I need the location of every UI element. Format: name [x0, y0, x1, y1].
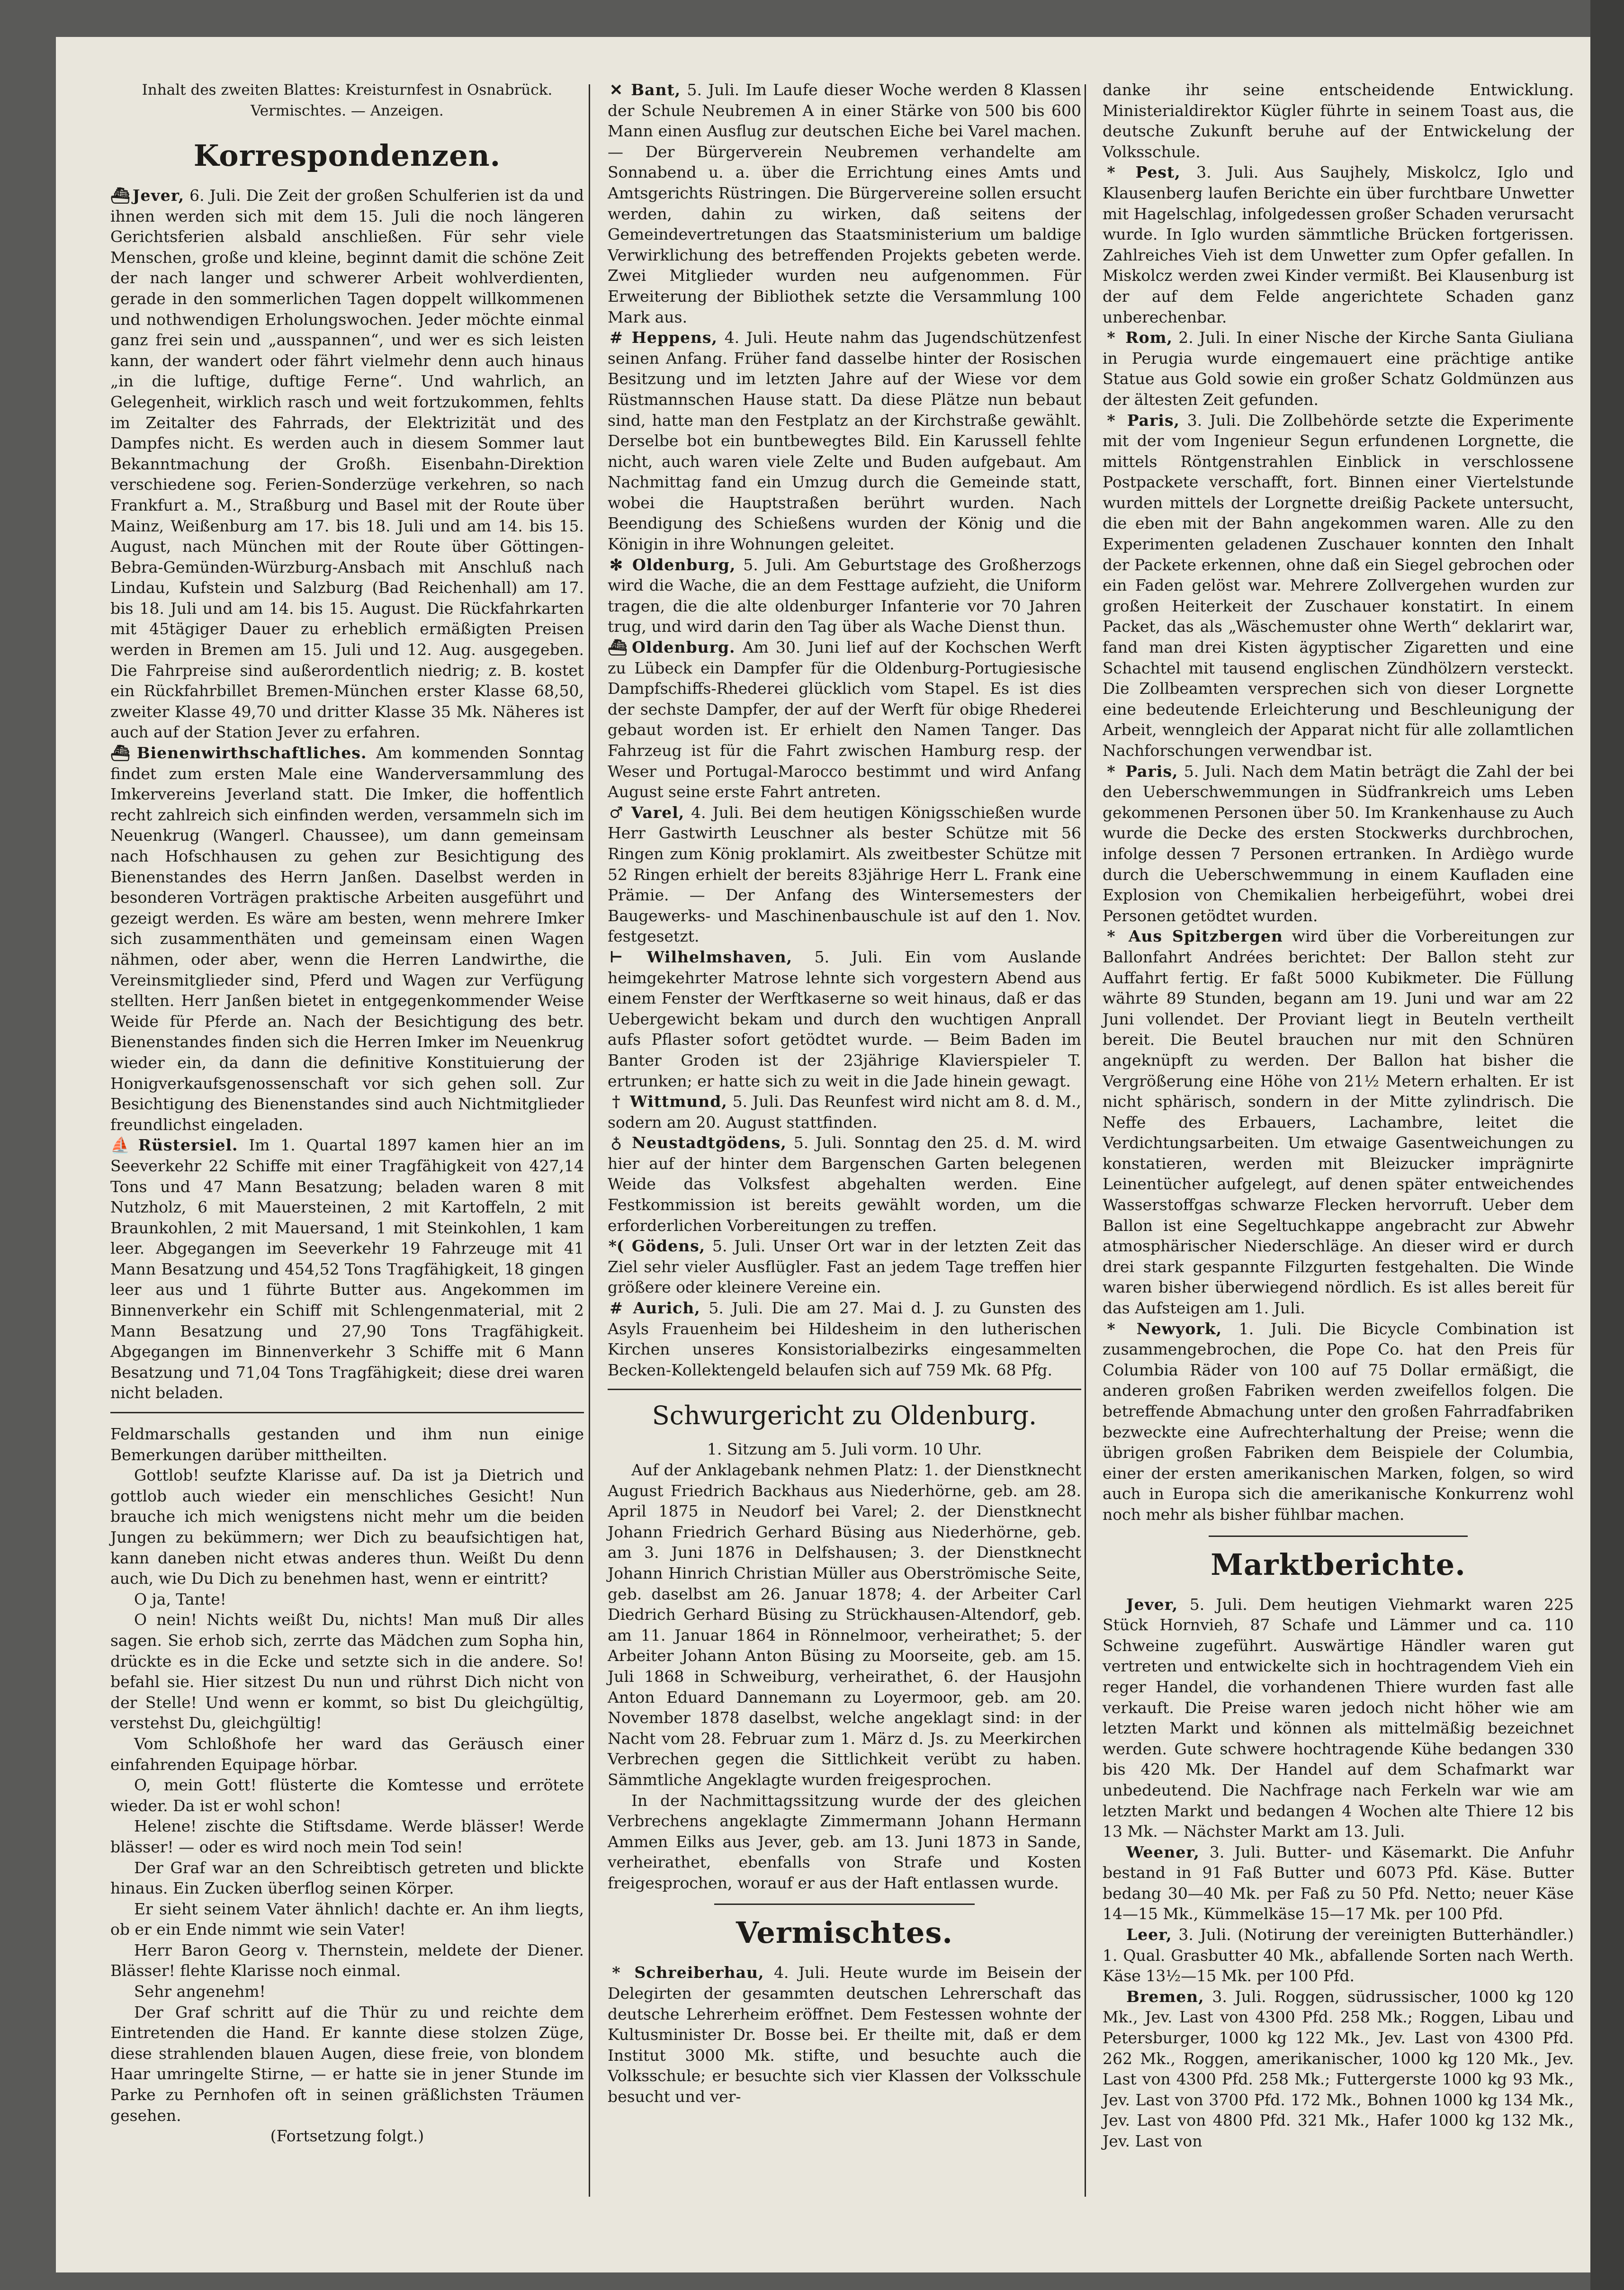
article-text: 4. Juli. Bei dem heutigen Königsschießen wurde Herr Gastwirth Leuschner als bester Schütze mit 56 Ringen zum König proklamirt. Als zweitbester Schütze mit 52 Ringen erhielt der bereits 83jährige Herr L. Frank eine Prämie. — Der Anfang des Wintersemesters der Baugewerks- und Maschinenbauschule ist auf den 1. Nov. festgesetzt. [608, 803, 1081, 946]
heading-marktberichte: Marktberichte. [1211, 1547, 1466, 1582]
article-neustadtgoedens [608, 1132, 1081, 1236]
article-place: Wilhelmshaven, [646, 947, 793, 966]
article-place: Paris, [1127, 411, 1180, 430]
novel-paragraph: O, mein Gott! flüsterte die Komtesse und errötete wieder. Da ist er wohl schon! [110, 1776, 584, 1815]
article-text: 3. Juli. Die Zollbehörde setzte die Experimente mit der vom Ingenieur Segun erfundenen Lorgnette, die mittels Röntgenstrahlen Einblick in verschlossene Postpackete verschafft, fort. Binnen einer Viertelstunde wurden mittels der Lorgnette dreißig Packete untersucht, die eben mit der Bahn angekommen waren. Alle zu den Experimenten geladenen Zuschauer konnten den Inhalt der Packete erkennen, ohne daß ein Siegel gebrochen oder ein Faden gelöst war. Mehrere Zollvergehen wurden zur großen Heiterkeit der Zuschauer konstatirt. In einem Packet, das als „Wäschemuster ohne Werth“ deklarirt war, fand man drei Kisten ägyptischer Zigaretten und eine Schachtel mit tausend englischen Zündhölzern versteckt. Die Zollbeamten versprechen sich von dieser Lorgnette eine bedeutende Erleichterung und Beschleunigung der Arbeit, wenngleich der Apparat nicht für alle zollamtlichen Nachforschungen verwendbar ist. [1103, 411, 1574, 760]
scan-edge [1590, 0, 1624, 2290]
column-rule-1 [589, 84, 590, 2197]
article-text: 5. Juli. Unser Ort war in der letzten Zeit das Ziel sehr vieler Ausflügler. Fast an jedem Tage treffen hier größere oder kleinere Vereine ein. [608, 1237, 1081, 1297]
article-place: Aurich, [633, 1299, 700, 1318]
hash-icon: # [610, 328, 623, 347]
mars-icon: ♂ [609, 803, 623, 822]
market-place: Bremen, [1126, 1987, 1204, 2006]
heading-schwurgericht: Schwurgericht zu Oldenburg. [652, 1401, 1037, 1431]
article-continuation [1103, 80, 1574, 162]
article-text: wird über die Vorbereitungen zur Ballonfahrt Andrées berichtet: Der Ballon steht zur Auffahrt fertig. Er faßt 5000 Kubikmeter. Die Füllung währte 89 Stunden, begann am 19. Juni und war am 22 Juni vollendet. Der Proviant liegt in Beuteln vertheilt bereit. Die Beutel brauchen nur mit den Schnüren angeknüpft zu werden. Der Ballon hat bisher die Vergrößerung eine Höhe von 21½ Metern erhalten. Er ist nicht sphärisch, sondern in der Mitte zylindrisch. Die Neffe des Erbauers, Lachambre, leitet die Verdichtungsarbeiten. Um etwaige Gasentweichungen zu konstatieren, werden mit Bleizucker imprägnirte Leinentücher aufgelegt, auf denen später entweichendes Wasserstoffgas schwarze Flecken hervorruft. Ueber dem Ballon ist eine Segeltuchkappe angebracht zur Abwehr atmosphärischer Niederschläge. An dieser wird er durch drei stark gespannte Filzgurten festgehalten. Die Winde waren bisher überwiegend nördlich. Es ist alles bereit für das Aufsteigen am 1. Juli. [1103, 927, 1574, 1318]
dagger-icon: † [612, 1092, 620, 1111]
novel-paragraph: Der Graf war an den Schreibtisch getreten und blickte hinaus. Ein Zucken überflog seinen Körper. [110, 1858, 584, 1898]
article-newyork [1103, 1319, 1574, 1525]
article-text: 3. Juli. Aus Saujhely, Miskolcz, Iglo und Klausenberg laufen Berichte ein über furchtbare Unwetter mit Hagelschlag, infolgedessen großer Schaden verursacht wurde. In Iglo wurden sämmtliche Brücken fortgerissen. Zahlreiches Vieh ist dem Unwetter zum Opfer gefallen. In Miskolcz werden zwei Kinder vermißt. Bei Klausenburg ist der auf dem Felde angerichtete Schaden ganz unberechenbar. [1103, 163, 1574, 326]
court-paragraph: In der Nachmittagssitzung wurde der des gleichen Verbrechens angeklagte Zimmermann Johann Hermann Ammen Eilks aus Jever, geb. am 13. Juni 1873 in Sande, verheirathet, ebenfalls von Strafe und Kosten freigesprochen, worauf er aus der Haft entlassen wurde. [608, 1791, 1081, 1892]
novel-paragraph: O ja, Tante! [134, 1590, 226, 1608]
novel-paragraph: Sehr angenehm! [134, 1982, 266, 2001]
novel-paragraph: Gottlob! seufzte Klarisse auf. Da ist ja Dietrich und gottlob auch wieder ein menschliches Gesicht! Nun brauche ich mich wenigstens nicht mehr um die beiden Jungen zu bekümmern; wer Dich zu beaufsichtigen hat, kann daneben nicht etwas anderes thun. Weißt Du denn auch, wie Du Dich zu benehmen hast, wenn er eintritt? [110, 1466, 584, 1588]
article-place: Oldenburg, [632, 555, 736, 574]
column-rule-2 [1085, 84, 1086, 2197]
novel-paragraph: Feldmarschalls gestanden und ihm nun einige Bemerkungen darüber mittheilten. [110, 1425, 584, 1464]
article-text: 2. Juli. In einer Nische der Kirche Santa Giuliana in Perugia wurde eingemauert eine prächtige antike Statue aus Gold sowie ein großer Schatz Goldmünzen aus der ältesten Zeit gefunden. [1103, 328, 1574, 409]
article-bant [608, 80, 1081, 327]
article-schreiberhau [608, 1962, 1081, 2107]
article-text: 5. Juli. Ein vom Auslande heimgekehrter Matrose lehnte sich vorgestern Abend aus einem Fenster der Werftkaserne so weit hinaus, daß er das Uebergewicht bekam und durch den wuchtigen Anprall aufs Pflaster sofort getödtet wurde. — Beim Baden im Banter Groden ist der 23jährige Klavierspieler T. ertrunken; er hatte sich zu weit in die Jade hinein gewagt. [608, 947, 1081, 1090]
article-wilhelmshaven [608, 947, 1081, 1091]
article-heppens [608, 327, 1081, 555]
market-text: 3. Juli. Roggen, südrussischer, 1000 kg 120 Mk., Jev. Last von 4300 Pfd. 258 Mk.; Roggen, Libau und Petersburger, 1000 kg 122 Mk., Jev. Last von 4300 Pfd. 262 Mk., Roggen, amerikanischer, 1000 kg 120 Mk., Jev. Last von 4300 Pfd. 258 Mk.; Futtergerste 1000 kg 93 Mk., Jev. Last von 3700 Pfd. 172 Mk., Bohnen 1000 kg 134 Mk., Jev. Last von 4800 Pfd. 321 Mk., Hafer 1000 kg 132 Mk., Jev. Last von [1103, 1987, 1574, 2150]
market-text: 5. Juli. Dem heutigen Viehmarkt waren 225 Stück Hornvieh, 87 Schafe und Lämmer und ca. 110 Schweine zugeführt. Auswärtige Händler waren gut vertreten und entwickelte sich in hochtragendem Vieh ein reger Handel, die vorhandenen Thiere wurden fast alle verkauft. Die Preise waren jedoch nicht höher wie am letzten Markt und können als mittelmäßig bezeichnet werden. Gute schwere hochtragende Kühe bedangen 330 bis 420 Mk. Der Handel auf dem Schafmarkt war unbedeutend. Die Nachfrage nach Ferkeln war wie am letzten Markt und bedangen 4 Wochen alte Thiere 12 bis 13 Mk. — Nächster Markt am 13. Juli. [1103, 1595, 1574, 1841]
article-bienen [110, 743, 584, 1135]
article-place: Neustadtgödens, [631, 1133, 787, 1152]
market-jever [1103, 1594, 1574, 1842]
ship-icon: ⛴ [110, 186, 130, 205]
article-text: Am kommenden Sonntag findet zum ersten Male eine Wanderversammlung des Imkervereins Jeverland statt. Die Imker, die hoffentlich recht zahlreich sich einfinden werden, versammeln sich im Neuenkrug (Wangerl. Chaussee), um dann gemeinsam nach Hofschhausen zu gehen zur Besichtigung des Bienenstandes des Herrn Janßen. Daselbst werden in besonderen Vorträgen praktische Arbeiten ausgeführt und gezeigt werden. Es wäre am besten, wenn mehrere Imker sich zusammenthäten und gemeinsam einen Wagen nähmen, oder aber, wenn die Herren Landwirthe, die Vereinsmitglieder sind, Pferd und Wagen zur Verfügung stellten. Herr Janßen bietet in entgegenkommender Weise Weide für Pferde an. Nach der Besichtigung des betr. Bienenstandes finden sich die Herren Imker im Neuenkrug wieder ein, da dann die definitive Konstituierung der Honigverkaufsgenossenschaft vor sich gehen soll. Zur Besichtigung des Bienenstandes sind auch Nichtmitglieder freundlichst eingeladen. [110, 744, 584, 1134]
article-aurich [608, 1298, 1081, 1380]
article-place: Pest, [1135, 163, 1181, 182]
article-place: Rom, [1125, 328, 1173, 347]
article-place: Heppens, [631, 328, 718, 347]
orb-icon: ♁ [610, 1133, 622, 1152]
article-oldenburg-1 [608, 555, 1081, 637]
article-goedens [608, 1236, 1081, 1298]
court-session-line: 1. Sitzung am 5. Juli vorm. 10 Uhr. [707, 1440, 982, 1459]
asterisk-icon: * [1107, 927, 1115, 946]
novel-paragraph: Herr Baron Georg v. Thernstein, meldete der Diener. Blässer! flehte Klarisse noch einmal. [110, 1940, 584, 1980]
sailboat-icon: ⛵ [110, 1136, 130, 1155]
article-oldenburg-2 [608, 637, 1081, 802]
anchor-icon: ⊢ [609, 947, 623, 966]
article-spitzbergen [1103, 926, 1574, 1318]
column-1 [110, 80, 584, 2146]
contents-line-2: Vermischtes. — Anzeigen. [251, 102, 444, 119]
feuilleton-rule [110, 1412, 584, 1413]
article-text: 5. Juli. Am Geburtstage des Großherzogs wird die Wache, die an dem Festtage aufzieht, die Uniform tragen, die die alte oldenburger Infanterie vor 70 Jahren trug, und wird darin den Tag über als Wache Dienst thun. [608, 555, 1081, 636]
article-text: 6. Juli. Die Zeit der großen Schulferien ist da und ihnen werden sich mit dem 15. Juli die noch längeren Gerichtsferien alsbald anschließen. Für sehr viele Menschen, große und kleine, beginnt damit die schöne Zeit der nach langer und schwerer Arbeit wohlverdienten, gerade in den sommerlichen Tagen doppelt willkommenen und nothwendigen Erholungswochen. Jeder möchte einmal ganz frei sein und „ausspannen“, und wer es sich leisten kann, der wandert oder fährt vielmehr denn auch hinaus „in die luftige, duftige Ferne“. Und wahrlich, an Gelegenheit, wirklich rasch und weit fortzukommen, fehlts im Zeitalter des Fahrrads, der Elektrizität und des Dampfes nicht. Es werden auch in diesem Sommer laut Bekanntmachung der Großh. Eisenbahn-Direktion verschiedene sog. Ferien-Sonderzüge verkehren, so nach Frankfurt a. M., Straßburg und Basel mit der Route über Mainz, Weißenburg am 17. bis 18. Juli und am 14. bis 15. August, nach München mit der Route über Göttingen-Bebra-Gemünden-Würzburg-Ansbach mit Anschluß nach Lindau, Kufstein und Salzburg (Bad Reichenhall) am 17. bis 18. Juli und am 14. bis 15. August. Die Rückfahrkarten mit 45tägiger Dauer zu erheblich ermäßigten Preisen werden in Bremen am 15. Juli und 12. Aug. ausgegeben. Die Fahrpreise sind außerordentlich niedrig; z. B. kostet ein Rückfahrbillet Bremen-München erster Klasse 68,50, zweiter Klasse 49,70 und dritter Klasse 35 Mk. Näheres ist auch auf der Station Jever zu erfahren. [110, 186, 584, 742]
column-3 [1103, 80, 1574, 2152]
article-jever [110, 185, 584, 743]
market-place: Jever, [1126, 1595, 1178, 1614]
asterisk-icon: * [1107, 1319, 1115, 1338]
article-text: 5. Juli. Sonntag den 25. d. M. wird hier auf der hinter dem Bargenschen Garten belegenen Weide das Volksfest abgehalten werden. Eine Festkommission ist bereits gewählt worden, um die erforderlichen Vorbereitungen zu treffen. [608, 1133, 1081, 1235]
column-2 [608, 80, 1081, 2107]
section-rule-short [1209, 1536, 1468, 1537]
market-text: 3. Juli. (Notirung der vereinigten Butterhändler.) 1. Qual. Grasbutter 40 Mk., abfallende Sorten nach Werth. Käse 13½—15 Mk. per 100 Pfd. [1103, 1925, 1574, 1985]
section-rule-short [714, 1904, 975, 1905]
article-pest [1103, 162, 1574, 327]
article-place: Paris, [1125, 762, 1178, 781]
ship-icon: ⛴ [110, 744, 130, 763]
market-leer [1103, 1924, 1574, 1986]
article-place: Gödens, [631, 1237, 706, 1256]
market-weener [1103, 1842, 1574, 1924]
article-place: Jever, [132, 186, 185, 205]
contents-note [110, 80, 584, 121]
heading-korrespondenzen: Korrespondenzen. [193, 138, 501, 173]
article-rom [1103, 327, 1574, 410]
article-text: Im 1. Quartal 1897 kamen hier an im Seeverkehr 22 Schiffe mit einer Tragfähigkeit von 427,14 Tons und 47 Mann Besatzung; beladen waren 8 mit Nutzholz, 6 mit Mauersteinen, 2 mit Kartoffeln, 2 mit Braunkohlen, 2 mit Mauersand, 1 mit Steinkohlen, 1 kam leer. Abgegangen im Seeverkehr 19 Fahrzeuge mit 41 Mann Besatzung und 454,52 Tons Tragfähigkeit, 18 gingen leer aus und 1 führte Butter aus. Angekommen im Binnenverkehr ein Schiff mit Schlengenmaterial, mit 2 Mann Besatzung und 27,90 Tons Tragfähigkeit. Abgegangen im Binnenverkehr 3 Schiffe mit 6 Mann Besatzung und 71,04 Tons Tragfähigkeit; diese drei waren nicht beladen. [110, 1136, 584, 1402]
article-text: 5. Juli. Die am 27. Mai d. J. zu Gunsten des Asyls Frauenheim bei Hildesheim in den lutherischen Kirchen unseres Konsistorialbezirks eingesammelten Becken-Kollektengeld belaufen sich auf 759 Mk. 68 Pfg. [608, 1299, 1081, 1379]
novel-paragraph: Er sieht seinem Vater ähnlich! dachte er. An ihm liegts, ob er ein Ende nimmt wie sein Vater! [110, 1899, 584, 1939]
contents-line-1: Inhalt des zweiten Blattes: Kreisturnfest in Osnabrück. [142, 81, 553, 99]
article-paris-2 [1103, 761, 1574, 926]
article-text: 1. Juli. Die Bicycle Combination ist zusammengebrochen, die Pope Co. hat den Preis für Columbia Räder von 100 auf 75 Dollar ermäßigt, die anderen großen Fabriken werden zweifellos folgen. Die betreffende Abmachung unter den großen Fahrradfabriken bezweckte eine Aufrechterhaltung der Preise; wenn die übrigen großen Fabriken dem Beispiele der Columbia, einer der ersten amerikanischen Marken, folgen, so wird auch in Europa sich die amerikanische Konkurrenz wohl noch mehr als bisher fühlbar machen. [1103, 1319, 1574, 1524]
article-place: Newyork, [1136, 1319, 1222, 1338]
novel-paragraph: Helene! zischte die Stiftsdame. Werde blässer! Werde blässer! — oder es wird noch mein Tod sein! [110, 1817, 584, 1856]
newspaper-page [56, 37, 1590, 2272]
court-paragraph: Auf der Anklagebank nehmen Platz: 1. der Dienstknecht August Friedrich Backhaus aus Niederhörne, geb. am 28. April 1875 in Neudorf bei Varel; 2. der Dienstknecht Johann Friedrich Gerhard Büsing aus Niederhörne, geb. am 3. Juni 1876 in Delfshausen; 3. der Dienstknecht Johann Hinrich Christian Müller aus Oberströmische Seite, geb. daselbst am 26. Januar 1878; 4. der Arbeiter Carl Diedrich Gerhard Büsing zu Strückhausen-Altendorf, geb. am 11. Januar 1864 in Rönnelmoor, verheirathet; 5. der Arbeiter Johann Anton Büsing zu Moorseite, geb. am 15. Juli 1868 in Schweiburg, verheirathet, 6. der Hausjohn Anton Eduard Dannemann zu Loyermoor, geb. am 20. November 1878 daselbst, welche angeklagt sind: in der Nacht vom 28. Februar zum 1. März d. Js. zu Meerkirchen Verbrechen gegen die Sittlichkeit verübt zu haben. Sämmtliche Angeklagte wurden freigesprochen. [608, 1461, 1081, 1789]
market-place: Leer, [1126, 1925, 1172, 1944]
article-text: 5. Juli. Das Reunfest wird nicht am 8. d. M., sodern am 20. August stattfinden. [608, 1092, 1081, 1132]
article-place: Wittmund, [629, 1092, 727, 1111]
article-text: 4. Juli. Heute wurde im Beisein der Delegirten der gesammten deutschen Lehrerschaft das deutsche Lehrerheim eröffnet. Dem Festessen wohnte der Kultusminister Dr. Bosse bei. Er theilte mit, daß er dem Institut 3000 Mk. stifte, und besuchte auch die Volksschule; er besuchte sich vier Klassen der Volksschule besucht und ver- [608, 1963, 1081, 2106]
novel-paragraph: Vom Schloßhofe her ward das Geräusch einer einfahrenden Equipage hörbar. [110, 1734, 584, 1774]
article-place: Aus Spitzbergen [1128, 927, 1283, 946]
article-text: danke ihr seine entscheidende Entwicklung. Ministerialdirektor Kügler führte in seinem Toast aus, die deutsche Zukunft beruhe auf der Entwickelung der Volksschule. [1103, 81, 1574, 161]
article-place: Bant, [631, 81, 681, 99]
article-place: Rüstersiel. [138, 1136, 238, 1155]
novel-paragraph: O nein! Nichts weißt Du, nichts! Man muß Dir alles sagen. Sie erhob sich, zerrte das Mädchen zum Sopha hin, drückte es in die Ecke und setzte sich in die andere. So! befahl sie. Hier sitzest Du nun und rührst Dich nicht von der Stelle! Und wenn er kommt, so bist Du gleichgültig, verstehst Du, gleichgültig! [110, 1610, 584, 1733]
heading-vermischtes: Vermischtes. [736, 1915, 953, 1950]
asterisk-icon: * [1107, 411, 1115, 430]
article-text: Am 30. Juni lief auf der Kochschen Werft zu Lübeck ein Dampfer für die Oldenburg-Portugiesische Dampfschiffs-Rhederei glücklich vom Stapel. Es ist dies der sechste Dampfer, der auf der Werft für obige Rhederei gebaut worden ist. Er erhielt den Namen Tanger. Das Fahrzeug ist für die Fahrt zwischen Hamburg resp. der Weser und Portugal-Marocco bestimmt und wird Anfang August seine erste Fahrt antreten. [608, 638, 1081, 801]
ship-icon: ⛴ [608, 638, 628, 657]
article-text: 4. Juli. Heute nahm das Jugendschützenfest seinen Anfang. Früher fand dasselbe hinter der Rosischen Besitzung und im letzten Jahre auf der Wiese vor dem Rüstmannschen Hause statt. Da diese Plätze nun bebaut sind, hatte man den Festplatz an der Kirchstraße gewählt. Derselbe bot ein buntbewegtes Bild. Ein Karussell fehlte nicht, auch waren viele Zelte und Buden aufgebaut. Am Nachmittag fand ein Umzug durch die Gemeinde statt, wobei die Hauptstraßen berührt wurden. Nach Beendigung des Schießens wurden der König und die Königin in ihre Wohnungen geleitet. [608, 328, 1081, 554]
article-place: Oldenburg. [632, 638, 736, 657]
asterisk-icon: * [1107, 762, 1115, 781]
market-bremen [1103, 1986, 1574, 2152]
article-place: Bienenwirthschaftliches. [136, 744, 367, 763]
article-wittmund [608, 1091, 1081, 1132]
article-text: 5. Juli. Nach dem Matin beträgt die Zahl der bei den Ueberschwemmungen in Südfrankreich ums Leben gekommenen Personen über 50. Im Krankenhause zu Auch wurde die Decke des ersten Stockwerks durchbrochen, infolge dessen 7 Personen ertranken. In Ardiègo wurde durch die Ueberschwemmung in einem Kaufladen eine Explosion von Chemikalien herbeigeführt, wobei drei Personen getödtet wurden. [1103, 762, 1574, 925]
asterisk-icon: * [1107, 328, 1115, 347]
hash-icon: # [610, 1299, 623, 1318]
market-place: Weener, [1126, 1842, 1200, 1861]
novel-paragraph: Der Graf schritt auf die Thür zu und reichte dem Eintretenden die Hand. Er kannte diese stolzen Züge, diese strahlenden blauen Augen, diese freie, von blondem Haar umringelte Stirne, — er hatte sie in jener Stunde im Parke zu Pernhofen oft in seinen gräßlichsten Träumen gesehen. [110, 2003, 584, 2125]
asterisk-icon: * [1107, 163, 1115, 182]
star-icon: ✻ [610, 555, 623, 574]
article-varel [608, 802, 1081, 947]
article-text: 5. Juli. Im Laufe dieser Woche werden 8 Klassen der Schule Neubremen A in einer Stärke von 500 bis 600 Mann einen Ausflug zur deutschen Eiche bei Varel machen. — Der Bürgerverein Neubremen verhandelte am Sonnabend u. a. über die Errichtung eines Amts und Amtsgerichts Rüstringen. Die Bürgervereine sollen ersucht werden, dahin zu wirken, daß seitens der Gemeindevertretungen das Staatsministerium um baldige Verwirklichung des betreffenden Projekts gebeten werde. Zwei Mitglieder wurden neu aufgenommen. Für Erweiterung der Bibliothek setzte die Versammlung 100 Mark aus. [608, 81, 1081, 326]
article-ruestersiel [110, 1135, 584, 1403]
cross-swords-icon: ✕ [610, 81, 623, 99]
article-place: Schreiberhau, [634, 1963, 764, 1982]
article-paris-1 [1103, 410, 1574, 761]
section-rule [608, 1389, 1081, 1390]
article-place: Varel, [631, 803, 685, 822]
market-text: 3. Juli. Butter- und Käsemarkt. Die Anfuhr bestand in 91 Faß Butter und 6073 Pfd. Käse. Butter bedang 30—40 Mk. per Faß zu 50 Pfd. Netto; neuer Käse 14—15 Mk., Kümmelkäse 15—17 Mk. per 100 Pfd. [1103, 1842, 1574, 1923]
feuilleton-novel [110, 1424, 584, 2146]
asterisk-icon: *( [608, 1237, 624, 1256]
continuation-note: (Fortsetzung folgt.) [270, 2127, 424, 2146]
asterisk-icon: * [612, 1963, 620, 1982]
